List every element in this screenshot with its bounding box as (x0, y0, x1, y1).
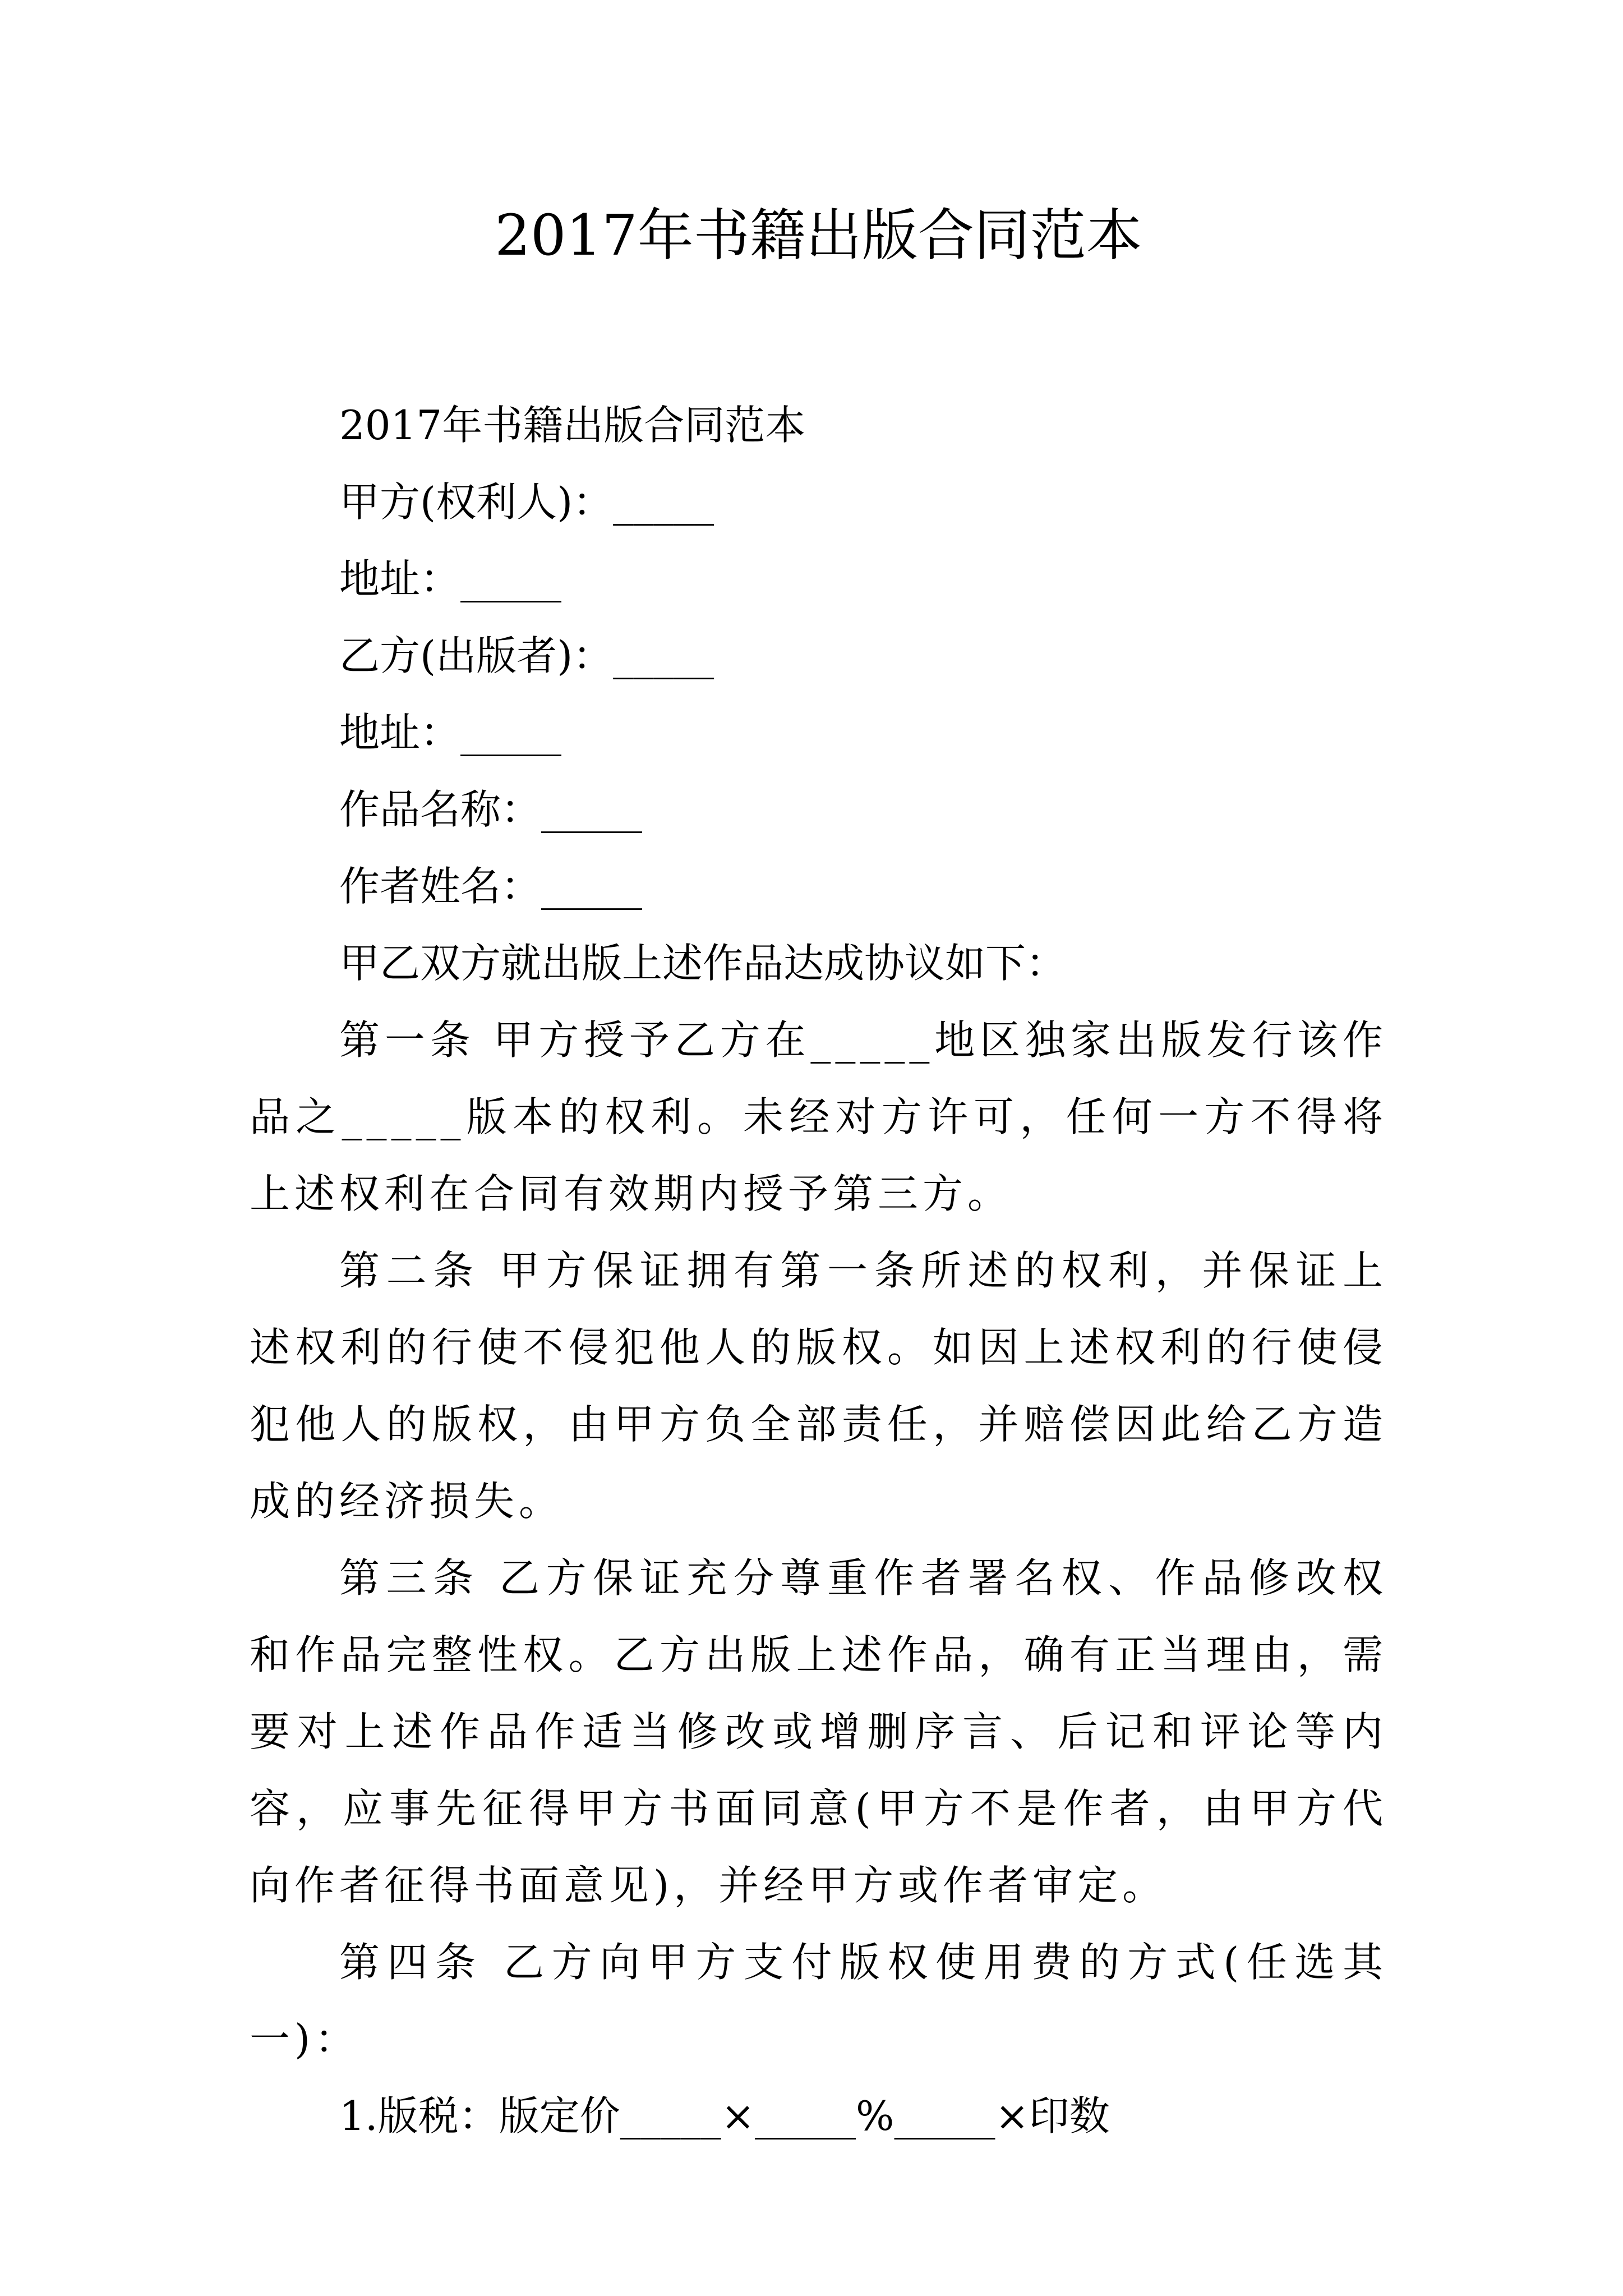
party-b-address-field: 地址：_____ (339, 709, 562, 756)
party-a-field: 甲方(权利人)：_____ (339, 478, 714, 526)
clause-1: 第一条 甲方授予乙方在_____地区独家出版发行该作品之_____版本的权利。未经对方许可，任何一方不得将上述权利在合同有效期内授予第三方。 (250, 1016, 1387, 1217)
clause-3: 第三条 乙方保证充分尊重作者署名权、作品修改权和作品完整性权。乙方出版上述作品，确有正当理由，需要对上述作品作适当修改或增删序言、后记和评论等内容，应事先征得甲方书面同意(甲方不是作者，由甲方代向作者征得书面意见)，并经甲方或作者审定。 (250, 1554, 1387, 1909)
agreement-intro: 甲乙双方就出版上述作品达成协议如下： (339, 940, 1067, 987)
document-title: 2017年书籍出版合同范本 (495, 203, 1142, 268)
document-subheading: 2017年书籍出版合同范本 (339, 402, 806, 449)
party-b-field: 乙方(出版者)：_____ (339, 632, 714, 679)
author-name-field: 作者姓名：_____ (339, 863, 643, 910)
clause-2: 第二条 甲方保证拥有第一条所述的权利，并保证上述权利的行使不侵犯他人的版权。如因上述权利的行使侵犯他人的版权，由甲方负全部责任，并赔偿因此给乙方造成的经济损失。 (250, 1247, 1387, 1525)
party-a-address-field: 地址：_____ (339, 555, 562, 602)
clause-4: 第四条 乙方向甲方支付版权使用费的方式(任选其一)： (250, 1939, 1387, 2063)
work-name-field: 作品名称：_____ (339, 786, 643, 833)
royalty-line: 1.版税：版定价_____×_____%_____×印数 (339, 2092, 1110, 2139)
